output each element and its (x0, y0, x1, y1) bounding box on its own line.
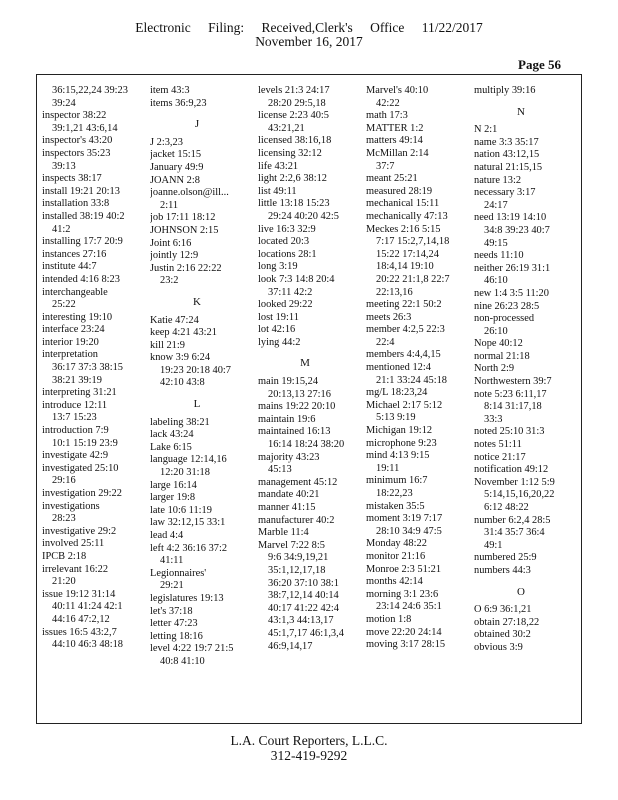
index-continuation: 25:22 (52, 299, 76, 311)
index-continuation: 40:11 41:24 42:1 (52, 601, 123, 613)
filing-word-4: Office (370, 20, 405, 35)
index-term: instances 27:16 (42, 248, 107, 260)
index-term: Lake 6:15 (150, 441, 192, 453)
filing-word-3: Received,Clerk's (261, 20, 353, 35)
index-continuation: 37:11 42:2 (268, 286, 313, 298)
index-term: mind 4:13 9:15 (366, 450, 430, 462)
index-term: maintained 16:13 (258, 426, 331, 438)
index-term: needs 11:10 (474, 250, 524, 262)
index-term: intended 4:16 8:23 (42, 273, 120, 285)
section-letter: N (517, 105, 525, 118)
index-term: name 3:3 35:17 (474, 136, 539, 148)
index-term: mentioned 12:4 (366, 362, 431, 374)
index-continuation: 28:23 (52, 513, 76, 525)
index-term: introduce 12:11 (42, 399, 108, 411)
filing-word-2: Filing: (208, 20, 245, 35)
index-continuation: 10:1 15:19 23:9 (52, 437, 118, 449)
index-term: inspector's 43:20 (42, 135, 113, 147)
index-continuation: 40:17 41:22 42:4 (268, 602, 340, 614)
index-continuation: 42:22 (376, 97, 400, 109)
index-term: motion 1:8 (366, 613, 412, 625)
filing-date: 11/22/2017 (421, 20, 483, 35)
index-term: Katie 47:24 (150, 314, 199, 326)
index-term: multiply 39:16 (474, 85, 536, 96)
index-continuation: 37:7 (376, 160, 395, 172)
index-term: meant 25:21 (366, 173, 418, 185)
index-term: interchangeable (42, 286, 108, 298)
index-term: irrelevant 16:22 (42, 563, 109, 575)
index-term: left 4:2 36:16 37:2 (150, 542, 228, 554)
index-continuation: 44:16 47:2,12 (52, 613, 110, 625)
index-term: main 19:15,24 (258, 376, 319, 388)
index-term: January 49:9 (150, 161, 204, 173)
index-term: joanne.olson@ill... (150, 187, 229, 199)
index-term: light 2:2,6 38:12 (258, 173, 327, 185)
index-continuation: 44:10 46:3 48:18 (52, 639, 124, 651)
section-letter: M (300, 357, 310, 370)
section-letter: O (517, 585, 525, 598)
index-term: MATTER 1:2 (366, 122, 424, 134)
index-term: monitor 21:16 (366, 550, 426, 562)
index-term: Marble 11:4 (258, 527, 309, 539)
index-term: notification 49:12 (474, 464, 549, 476)
index-term: installation 33:8 (42, 198, 110, 210)
index-term: members 4:4,4,15 (366, 349, 441, 361)
index-term: moment 3:19 7:17 (366, 513, 443, 525)
index-term: microphone 9:23 (366, 437, 437, 449)
index-term: O 6:9 36:1,21 (474, 604, 532, 616)
index-continuation: 38:21 39:19 (52, 374, 102, 386)
index-term: normal 21:18 (474, 350, 530, 362)
index-term: mandate 40:21 (258, 489, 320, 501)
index-continuation: 23:14 24:6 35:1 (376, 601, 442, 613)
index-continuation: 36:20 37:10 38:1 (268, 577, 340, 589)
index-continuation: 45:1,7,17 46:1,3,4 (268, 627, 344, 639)
index-column-3 (258, 85, 352, 653)
filing-word-1: Electronic (135, 20, 191, 35)
index-continuation: 29:16 (52, 475, 76, 487)
index-term: move 22:20 24:14 (366, 626, 442, 638)
index-term: majority 43:23 (258, 451, 320, 463)
index-term: IPCB 2:18 (42, 550, 87, 562)
index-term: investigative 29:2 (42, 525, 117, 537)
index-term: interpreting 31:21 (42, 387, 117, 399)
index-term: neither 26:19 31:1 (474, 262, 551, 274)
index-term: lying 44:2 (258, 336, 301, 348)
index-term: keep 4:21 43:21 (150, 327, 217, 339)
index-continuation: 20:13,13 27:16 (268, 388, 331, 400)
index-term: investigated 25:10 (42, 462, 119, 474)
index-term: investigation 29:22 (42, 488, 122, 499)
index-term: letting 18:16 (150, 630, 203, 642)
index-continuation: 33:3 (484, 413, 503, 425)
index-continuation: 21:1 33:24 45:18 (376, 374, 448, 386)
index-continuation: 38:7,12,14 40:14 (268, 590, 339, 602)
index-term: jacket 15:15 (150, 149, 202, 161)
index-continuation: 43:21,21 (268, 122, 305, 134)
index-term: mistaken 35:5 (366, 500, 425, 512)
index-term: J 2:3,23 (150, 136, 183, 148)
index-term: job 17:11 18:12 (150, 212, 216, 224)
index-continuation: 49:15 (484, 237, 508, 249)
index-continuation: 43:1,3 44:13,17 (268, 615, 334, 627)
index-term: inspectors 35:23 (42, 147, 111, 159)
index-continuation: 39:24 (52, 97, 76, 109)
index-term: nature 13:2 (474, 174, 522, 186)
index-term: kill 21:9 (150, 339, 185, 351)
index-term: mg/L 18:23,24 (366, 387, 428, 399)
index-term: moving 3:17 28:15 (366, 639, 446, 651)
index-term: JOANN 2:8 (150, 174, 200, 186)
index-term: need 13:19 14:10 (474, 212, 547, 224)
index-term: note 5:23 6:11,17 (474, 388, 547, 400)
index-term: lack 43:24 (150, 429, 194, 441)
index-term: nine 26:23 28:5 (474, 300, 540, 312)
index-term: law 32:12,15 33:1 (150, 517, 226, 529)
index-term: Michael 2:17 5:12 (366, 399, 443, 411)
index-continuation: 20:22 21:1,8 22:7 (376, 273, 450, 285)
index-term: necessary 3:17 (474, 187, 536, 199)
index-continuation: 12:20 31:18 (160, 467, 210, 479)
index-continuation: 23:2 (160, 275, 179, 287)
index-continuation: 29:24 40:20 42:5 (268, 210, 340, 222)
index-term: number 6:2,4 28:5 (474, 514, 551, 526)
index-term: mains 19:22 20:10 (258, 401, 336, 413)
index-term: life 43:21 (258, 160, 299, 172)
index-term: jointly 12:9 (150, 250, 199, 262)
index-term: larger 19:8 (150, 492, 196, 504)
index-continuation: 19:23 20:18 40:7 (160, 364, 232, 376)
reporter-phone: 312-419-9292 (270, 748, 348, 763)
index-term: Meckes 2:16 5:15 (366, 223, 441, 235)
index-term: Monday 48:22 (366, 538, 427, 550)
index-term: N 2:1 (474, 124, 498, 136)
index-term: measured 28:19 (366, 185, 433, 197)
index-column-5 (474, 85, 568, 655)
index-term: non-processed (474, 313, 535, 325)
index-continuation: 28:10 34:9 47:5 (376, 525, 442, 537)
hearing-date: November 16, 2017 (255, 34, 363, 49)
index-term: interesting 19:10 (42, 311, 113, 323)
index-term: morning 3:1 23:6 (366, 588, 439, 600)
index-term: late 10:6 11:19 (150, 504, 212, 516)
index-term: large 16:14 (150, 479, 197, 491)
index-continuation: 36:15,22,24 39:23 (52, 85, 128, 96)
index-term: new 1:4 3:5 11:20 (474, 287, 549, 299)
index-term: obtain 27:18,22 (474, 616, 540, 628)
index-term: Marvel's 40:10 (366, 85, 429, 96)
index-term: legislatures 19:13 (150, 592, 224, 604)
index-term: investigate 42:9 (42, 450, 109, 462)
index-term: interpretation (42, 349, 98, 361)
index-continuation: 8:14 31:17,18 (484, 401, 542, 413)
index-term: little 13:18 15:23 (258, 198, 330, 210)
reporter-company: L.A. Court Reporters, L.L.C. (230, 733, 388, 748)
index-term: interface 23:24 (42, 324, 105, 336)
index-term: know 3:9 6:24 (150, 352, 211, 364)
index-term: months 42:14 (366, 576, 423, 588)
index-continuation: 45:13 (268, 464, 292, 476)
index-term: Marvel 7:22 8:5 (258, 539, 325, 551)
index-continuation: 21:20 (52, 576, 76, 588)
index-term: member 4:2,5 22:3 (366, 324, 445, 336)
index-term: November 1:12 5:9 (474, 476, 555, 488)
index-term: obtained 30:2 (474, 629, 531, 641)
index-continuation: 13:7 15:23 (52, 412, 97, 424)
index-continuation: 18:22,23 (376, 488, 413, 499)
index-term: list 49:11 (258, 185, 297, 197)
index-term: Legionnaires' (150, 567, 207, 579)
index-term: installed 38:19 40:2 (42, 210, 125, 222)
index-term: North 2:9 (474, 363, 515, 375)
index-continuation: 41:2 (52, 223, 71, 235)
index-term: lead 4:4 (150, 530, 184, 541)
index-term: McMillan 2:14 (366, 147, 429, 159)
index-continuation: 26:10 (484, 325, 508, 337)
index-term: language 12:14,16 (150, 454, 227, 466)
index-term: math 17:3 (366, 110, 408, 122)
index-term: mechanical 15:11 (366, 198, 440, 210)
index-continuation: 9:6 34:9,19,21 (268, 552, 329, 564)
index-term: nation 43:12,15 (474, 149, 540, 161)
index-continuation: 31:4 35:7 36:4 (484, 527, 545, 539)
index-term: institute 44:7 (42, 261, 97, 273)
index-term: natural 21:15,15 (474, 161, 543, 173)
index-term: Justin 2:16 22:22 (150, 262, 222, 274)
index-term: notice 21:17 (474, 451, 526, 463)
index-continuation: 2:11 (160, 199, 179, 211)
index-continuation: 34:8 39:23 40:7 (484, 224, 550, 236)
index-term: lot 42:16 (258, 324, 296, 336)
index-term: obvious 3:9 (474, 641, 523, 653)
index-term: numbers 44:3 (474, 564, 531, 576)
index-term: licensing 32:12 (258, 147, 322, 159)
section-letter: L (193, 398, 201, 411)
index-continuation: 7:17 15:2,7,14,18 (376, 236, 450, 248)
index-term: levels 21:3 24:17 (258, 85, 330, 96)
index-term: look 7:3 14:8 20:4 (258, 273, 335, 285)
index-term: manufacturer 40:2 (258, 514, 335, 526)
index-term: labeling 38:21 (150, 416, 210, 428)
index-continuation: 22:4 (376, 336, 395, 348)
index-term: items 36:9,23 (150, 97, 207, 109)
index-continuation: 24:17 (484, 199, 508, 211)
index-term: located 20:3 (258, 236, 310, 248)
index-term: item 43:3 (150, 85, 190, 96)
index-term: issues 16:5 43:2,7 (42, 626, 117, 638)
index-term: locations 28:1 (258, 248, 317, 260)
index-term: numbered 25:9 (474, 552, 537, 564)
index-term: introduction 7:9 (42, 425, 109, 437)
index-continuation: 28:20 29:5,18 (268, 97, 326, 109)
index-continuation: 19:11 (376, 462, 400, 474)
index-term: Joint 6:16 (150, 237, 192, 249)
index-continuation: 15:22 17:14,24 (376, 248, 439, 260)
index-term: notes 51:11 (474, 439, 522, 451)
index-term: matters 49:14 (366, 135, 423, 147)
index-continuation: 36:17 37:3 38:15 (52, 362, 124, 374)
index-term: lost 19:11 (258, 311, 299, 323)
index-column-1 (42, 85, 136, 652)
index-column-2 (150, 85, 244, 669)
index-term: noted 25:10 31:3 (474, 426, 545, 438)
index-continuation: 6:12 48:22 (484, 502, 529, 513)
index-continuation: 35:1,12,17,18 (268, 564, 326, 576)
index-term: involved 25:11 (42, 538, 105, 550)
index-continuation: 29:21 (160, 580, 184, 592)
index-term: manner 41:15 (258, 502, 316, 513)
index-term: issue 19:12 31:14 (42, 588, 116, 600)
index-continuation: 18:4,14 19:10 (376, 261, 434, 273)
index-term: Michigan 19:12 (366, 425, 433, 437)
index-box (36, 74, 582, 724)
index-term: Nope 40:12 (474, 338, 523, 350)
page-number: Page 56 (518, 57, 561, 72)
index-continuation: 42:10 43:8 (160, 377, 205, 389)
index-term: license 2:23 40:5 (258, 110, 329, 122)
index-term: inspects 38:17 (42, 173, 102, 185)
index-term: management 45:12 (258, 476, 338, 488)
index-term: Northwestern 39:7 (474, 376, 552, 388)
index-continuation: 39:1,21 43:6,14 (52, 122, 118, 134)
index-term: install 19:21 20:13 (42, 185, 120, 197)
index-term: level 4:22 19:7 21:5 (150, 643, 234, 655)
index-term: mechanically 47:13 (366, 210, 448, 222)
index-continuation: 41:11 (160, 555, 184, 567)
index-column-4 (366, 85, 460, 652)
index-continuation: 46:9,14,17 (268, 640, 313, 652)
index-continuation: 49:1 (484, 539, 503, 551)
index-term: interior 19:20 (42, 336, 99, 348)
index-term: live 16:3 32:9 (258, 223, 316, 235)
index-term: looked 29:22 (258, 299, 313, 311)
index-term: licensed 38:16,18 (258, 135, 332, 147)
index-term: Monroe 2:3 51:21 (366, 563, 442, 575)
index-term: meets 26:3 (366, 311, 412, 323)
index-continuation: 40:8 41:10 (160, 655, 205, 667)
index-term: letter 47:23 (150, 618, 198, 630)
index-term: investigations (42, 500, 100, 512)
index-continuation: 5:13 9:19 (376, 412, 416, 424)
index-term: inspector 38:22 (42, 110, 107, 122)
index-continuation: 39:13 (52, 160, 76, 172)
index-term: let's 37:18 (150, 605, 193, 617)
index-term: minimum 16:7 (366, 475, 428, 487)
section-letter: K (193, 295, 201, 308)
index-term: maintain 19:6 (258, 413, 316, 425)
index-term: installing 17:7 20:9 (42, 236, 123, 248)
index-term: JOHNSON 2:15 (150, 224, 219, 236)
index-continuation: 5:14,15,16,20,22 (484, 489, 555, 501)
index-continuation: 46:10 (484, 275, 508, 287)
section-letter: J (194, 118, 200, 131)
index-continuation: 22:13,16 (376, 286, 413, 298)
index-term: long 3:19 (258, 261, 298, 273)
index-term: meeting 22:1 50:2 (366, 299, 442, 311)
index-continuation: 16:14 18:24 38:20 (268, 439, 345, 451)
